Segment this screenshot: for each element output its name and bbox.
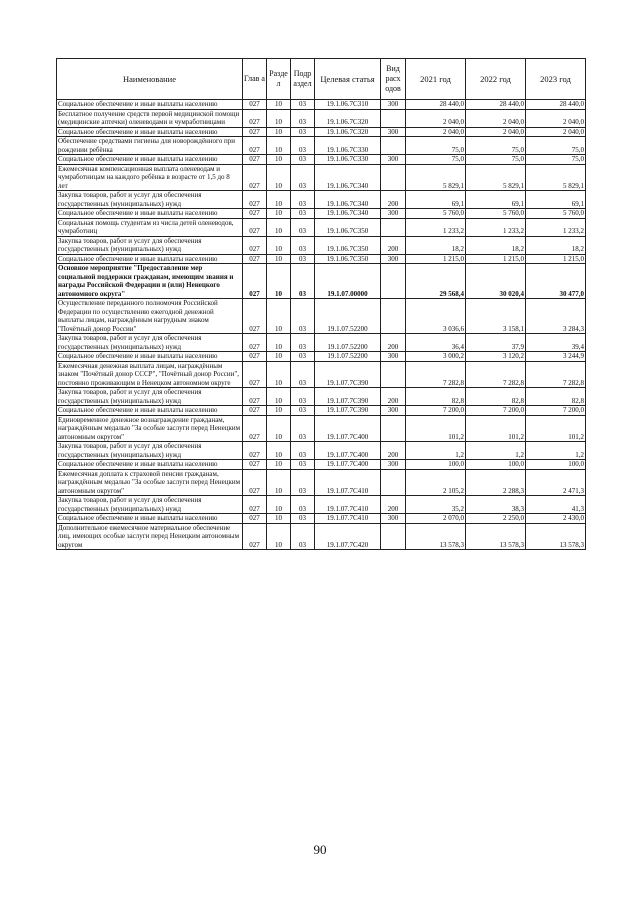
cell-glava: 027 [243, 127, 267, 137]
budget-table [56, 58, 586, 550]
table-row [57, 127, 586, 137]
cell-expense-type: 300 [381, 100, 406, 110]
cell-2021: 1 233,2 [406, 218, 466, 236]
cell-expense-type: 300 [381, 127, 406, 137]
cell-expense-type: 300 [381, 352, 406, 362]
cell-2022: 7 200,0 [466, 406, 526, 416]
cell-razdel: 10 [267, 334, 291, 352]
cell-2022: 2 040,0 [466, 127, 526, 137]
cell-podrazdel: 03 [291, 164, 315, 191]
table-row [57, 406, 586, 416]
cell-podrazdel: 03 [291, 361, 315, 388]
cell-expense-type: 300 [381, 254, 406, 264]
cell-expense-type [381, 299, 406, 334]
cell-2022: 7 282,8 [466, 361, 526, 388]
cell-2022: 1 233,2 [466, 218, 526, 236]
cell-2023: 13 578,3 [526, 523, 586, 550]
cell-2023: 7 282,8 [526, 361, 586, 388]
table-row [57, 254, 586, 264]
cell-2021: 1 215,0 [406, 254, 466, 264]
cell-glava: 027 [243, 236, 267, 254]
cell-2022: 13 578,3 [466, 523, 526, 550]
cell-2022: 82,8 [466, 388, 526, 406]
table-row [57, 460, 586, 470]
cell-name: Дополнительное ежемесячное материальное обеспечение лиц, имеющих особые заслуги перед Ненецким автономным округом [57, 523, 243, 550]
cell-razdel: 10 [267, 155, 291, 165]
cell-target-article: 19.1.07.7С390 [315, 361, 381, 388]
cell-target-article: 19.1.06.7С340 [315, 164, 381, 191]
cell-2021: 5 829,1 [406, 164, 466, 191]
cell-2021: 5 760,0 [406, 209, 466, 219]
cell-2022: 18,2 [466, 236, 526, 254]
cell-2022: 2 288,3 [466, 469, 526, 496]
cell-2021: 2 070,0 [406, 514, 466, 524]
cell-razdel: 10 [267, 460, 291, 470]
cell-podrazdel: 03 [291, 352, 315, 362]
cell-2022: 3 120,2 [466, 352, 526, 362]
cell-expense-type: 300 [381, 406, 406, 416]
cell-razdel: 10 [267, 415, 291, 442]
cell-razdel: 10 [267, 299, 291, 334]
cell-2021: 75,0 [406, 155, 466, 165]
cell-glava: 027 [243, 523, 267, 550]
cell-2021: 101,2 [406, 415, 466, 442]
cell-name: Закупка товаров, работ и услуг для обеспечения государственных (муниципальных) нужд [57, 334, 243, 352]
cell-target-article: 19.1.06.7С330 [315, 137, 381, 155]
cell-2022: 5 760,0 [466, 209, 526, 219]
table-row [57, 334, 586, 352]
cell-name: Социальное обеспечение и иные выплаты населению [57, 127, 243, 137]
cell-razdel: 10 [267, 388, 291, 406]
cell-2021: 7 282,8 [406, 361, 466, 388]
cell-2022: 69,1 [466, 191, 526, 209]
cell-2022: 2 040,0 [466, 109, 526, 127]
cell-glava: 027 [243, 361, 267, 388]
cell-podrazdel: 03 [291, 155, 315, 165]
table-row [57, 264, 586, 299]
cell-podrazdel: 03 [291, 254, 315, 264]
cell-target-article: 19.1.07.7С400 [315, 460, 381, 470]
cell-razdel: 10 [267, 209, 291, 219]
cell-2022: 100,0 [466, 460, 526, 470]
cell-expense-type: 300 [381, 155, 406, 165]
cell-podrazdel: 03 [291, 264, 315, 299]
cell-name: Бесплатное получение средств первой медицинской помощи (медицинские аптечки) оленеводами и чумработницами [57, 109, 243, 127]
cell-podrazdel: 03 [291, 460, 315, 470]
cell-2023: 100,0 [526, 460, 586, 470]
cell-podrazdel: 03 [291, 334, 315, 352]
cell-target-article: 19.1.06.7С330 [315, 155, 381, 165]
cell-2022: 3 158,1 [466, 299, 526, 334]
cell-razdel: 10 [267, 164, 291, 191]
cell-expense-type [381, 264, 406, 299]
cell-2022: 75,0 [466, 137, 526, 155]
cell-podrazdel: 03 [291, 236, 315, 254]
cell-expense-type [381, 523, 406, 550]
cell-2022: 1 215,0 [466, 254, 526, 264]
cell-glava: 027 [243, 264, 267, 299]
cell-name: Социальное обеспечение и иные выплаты населению [57, 155, 243, 165]
table-row [57, 109, 586, 127]
cell-2021: 2 040,0 [406, 127, 466, 137]
cell-name: Ежемесячная компенсационная выплата оленеводам и чумработницам на каждого ребёнка в возрасте от 1,5 до 8 лет [57, 164, 243, 191]
table-row [57, 523, 586, 550]
cell-2023: 2 471,3 [526, 469, 586, 496]
cell-glava: 027 [243, 155, 267, 165]
table-row [57, 496, 586, 514]
cell-glava: 027 [243, 388, 267, 406]
cell-target-article: 19.1.07.7С400 [315, 442, 381, 460]
cell-expense-type [381, 361, 406, 388]
table-row [57, 191, 586, 209]
cell-2022: 30 020,4 [466, 264, 526, 299]
table-row [57, 388, 586, 406]
cell-2023: 101,2 [526, 415, 586, 442]
cell-glava: 027 [243, 191, 267, 209]
cell-name: Социальное обеспечение и иные выплаты населению [57, 352, 243, 362]
header-2023: 2023 год [526, 59, 586, 100]
cell-expense-type [381, 218, 406, 236]
cell-podrazdel: 03 [291, 218, 315, 236]
cell-razdel: 10 [267, 264, 291, 299]
cell-2023: 2 040,0 [526, 127, 586, 137]
cell-razdel: 10 [267, 469, 291, 496]
page-number: 90 [313, 842, 327, 857]
table-row [57, 299, 586, 334]
cell-glava: 027 [243, 442, 267, 460]
cell-expense-type [381, 109, 406, 127]
cell-razdel: 10 [267, 191, 291, 209]
cell-2023: 75,0 [526, 137, 586, 155]
cell-expense-type [381, 164, 406, 191]
header-target-article: Целевая статья [315, 59, 381, 100]
cell-2021: 2 105,2 [406, 469, 466, 496]
cell-razdel: 10 [267, 442, 291, 460]
cell-podrazdel: 03 [291, 469, 315, 496]
cell-podrazdel: 03 [291, 109, 315, 127]
cell-2021: 75,0 [406, 137, 466, 155]
cell-2021: 100,0 [406, 460, 466, 470]
header-expense-type: Вид расх одов [381, 59, 406, 100]
cell-podrazdel: 03 [291, 191, 315, 209]
cell-expense-type [381, 469, 406, 496]
cell-target-article: 19.1.07.7С390 [315, 388, 381, 406]
cell-name: Обеспечение средствами гигиены для новорождённого при рождении ребёнка [57, 137, 243, 155]
table-row [57, 514, 586, 524]
cell-2021: 35,2 [406, 496, 466, 514]
cell-expense-type: 200 [381, 334, 406, 352]
cell-2021: 28 440,0 [406, 100, 466, 110]
cell-2021: 2 040,0 [406, 109, 466, 127]
table-row [57, 137, 586, 155]
cell-glava: 027 [243, 415, 267, 442]
cell-glava: 027 [243, 469, 267, 496]
cell-razdel: 10 [267, 523, 291, 550]
cell-target-article: 19.1.06.7С320 [315, 127, 381, 137]
cell-name: Осуществление переданного полномочия Российской Федерации по осуществлению ежегодной денежной выплаты лицам, награждённым нагрудным знаком "Почётный донор России" [57, 299, 243, 334]
cell-podrazdel: 03 [291, 523, 315, 550]
cell-2023: 39,4 [526, 334, 586, 352]
cell-glava: 027 [243, 352, 267, 362]
cell-2023: 5 829,1 [526, 164, 586, 191]
cell-name: Социальное обеспечение и иные выплаты населению [57, 209, 243, 219]
cell-podrazdel: 03 [291, 415, 315, 442]
cell-expense-type: 300 [381, 209, 406, 219]
cell-name: Закупка товаров, работ и услуг для обеспечения государственных (муниципальных) нужд [57, 496, 243, 514]
cell-name: Социальное обеспечение и иные выплаты населению [57, 254, 243, 264]
cell-expense-type: 200 [381, 442, 406, 460]
cell-expense-type: 300 [381, 460, 406, 470]
cell-razdel: 10 [267, 100, 291, 110]
cell-target-article: 19.1.07.7С390 [315, 406, 381, 416]
cell-podrazdel: 03 [291, 442, 315, 460]
cell-target-article: 19.1.06.7С310 [315, 100, 381, 110]
cell-2023: 18,2 [526, 236, 586, 254]
cell-2021: 82,8 [406, 388, 466, 406]
cell-razdel: 10 [267, 137, 291, 155]
cell-2023: 1 233,2 [526, 218, 586, 236]
cell-target-article: 19.1.07.7С420 [315, 523, 381, 550]
cell-glava: 027 [243, 406, 267, 416]
cell-glava: 027 [243, 100, 267, 110]
table-row [57, 442, 586, 460]
cell-name: Ежемесячная денежная выплата лицам, награждённым знаком "Почётный донор СССР", "Почётный донор России", постоянно проживающим в Ненецком автономном округе [57, 361, 243, 388]
cell-target-article: 19.1.07.7С410 [315, 496, 381, 514]
cell-target-article: 19.1.06.7С340 [315, 191, 381, 209]
cell-razdel: 10 [267, 254, 291, 264]
cell-2021: 29 568,4 [406, 264, 466, 299]
table-row [57, 236, 586, 254]
table-row [57, 361, 586, 388]
cell-target-article: 19.1.07.52200 [315, 299, 381, 334]
cell-podrazdel: 03 [291, 137, 315, 155]
cell-podrazdel: 03 [291, 514, 315, 524]
cell-name: Ежемесячная доплата к страховой пенсии гражданам, награждённым медалью "За особые заслуги перед Ненецким автономным округом" [57, 469, 243, 496]
cell-2021: 69,1 [406, 191, 466, 209]
cell-2023: 1,2 [526, 442, 586, 460]
cell-glava: 027 [243, 164, 267, 191]
cell-glava: 027 [243, 209, 267, 219]
cell-2023: 41,3 [526, 496, 586, 514]
cell-name: Закупка товаров, работ и услуг для обеспечения государственных (муниципальных) нужд [57, 191, 243, 209]
cell-expense-type: 200 [381, 388, 406, 406]
cell-expense-type: 200 [381, 191, 406, 209]
cell-target-article: 19.1.07.00000 [315, 264, 381, 299]
cell-target-article: 19.1.07.7С410 [315, 469, 381, 496]
cell-razdel: 10 [267, 361, 291, 388]
cell-name: Закупка товаров, работ и услуг для обеспечения государственных (муниципальных) нужд [57, 388, 243, 406]
cell-2023: 28 440,0 [526, 100, 586, 110]
cell-podrazdel: 03 [291, 127, 315, 137]
cell-target-article: 19.1.07.7С400 [315, 415, 381, 442]
cell-name: Закупка товаров, работ и услуг для обеспечения государственных (муниципальных) нужд [57, 236, 243, 254]
cell-podrazdel: 03 [291, 299, 315, 334]
cell-2022: 75,0 [466, 155, 526, 165]
cell-glava: 027 [243, 254, 267, 264]
header-name: Наименование [57, 59, 243, 100]
cell-glava: 027 [243, 218, 267, 236]
cell-target-article: 19.1.06.7С350 [315, 254, 381, 264]
cell-podrazdel: 03 [291, 496, 315, 514]
cell-name: Социальное обеспечение и иные выплаты населению [57, 406, 243, 416]
header-podrazdel: Подр аздел [291, 59, 315, 100]
cell-2022: 5 829,1 [466, 164, 526, 191]
cell-razdel: 10 [267, 236, 291, 254]
cell-name: Социальное обеспечение и иные выплаты населению [57, 460, 243, 470]
cell-target-article: 19.1.06.7С350 [315, 218, 381, 236]
cell-expense-type: 200 [381, 236, 406, 254]
header-glava: Глав а [243, 59, 267, 100]
cell-2023: 5 760,0 [526, 209, 586, 219]
cell-name: Социальное обеспечение и иные выплаты населению [57, 100, 243, 110]
cell-name: Основное мероприятие "Предоставление мер социальной поддержки гражданам, имеющим звания и награды Российской Федерации и (или) Ненецкого автономного округа" [57, 264, 243, 299]
cell-2023: 69,1 [526, 191, 586, 209]
cell-podrazdel: 03 [291, 388, 315, 406]
header-razdel: Разде л [267, 59, 291, 100]
table-row [57, 469, 586, 496]
cell-2023: 75,0 [526, 155, 586, 165]
cell-2023: 30 477,0 [526, 264, 586, 299]
cell-glava: 027 [243, 109, 267, 127]
table-row [57, 155, 586, 165]
cell-glava: 027 [243, 299, 267, 334]
cell-2022: 101,2 [466, 415, 526, 442]
header-row [57, 59, 586, 100]
cell-2023: 2 430,0 [526, 514, 586, 524]
cell-2022: 28 440,0 [466, 100, 526, 110]
cell-2023: 2 040,0 [526, 109, 586, 127]
cell-glava: 027 [243, 514, 267, 524]
cell-2021: 13 578,3 [406, 523, 466, 550]
cell-glava: 027 [243, 137, 267, 155]
cell-razdel: 10 [267, 496, 291, 514]
cell-name: Закупка товаров, работ и услуг для обеспечения государственных (муниципальных) нужд [57, 442, 243, 460]
cell-target-article: 19.1.07.52200 [315, 352, 381, 362]
table-row [57, 352, 586, 362]
cell-name: Социальная помощь студентам из числа детей оленеводов, чумработниц [57, 218, 243, 236]
cell-2023: 82,8 [526, 388, 586, 406]
cell-2022: 2 250,0 [466, 514, 526, 524]
cell-name: Социальное обеспечение и иные выплаты населению [57, 514, 243, 524]
table-row [57, 218, 586, 236]
cell-razdel: 10 [267, 514, 291, 524]
cell-expense-type: 200 [381, 496, 406, 514]
cell-podrazdel: 03 [291, 209, 315, 219]
cell-target-article: 19.1.06.7С320 [315, 109, 381, 127]
table-row [57, 415, 586, 442]
cell-2022: 38,3 [466, 496, 526, 514]
cell-2021: 3 000,2 [406, 352, 466, 362]
budget-table-sheet [56, 58, 585, 550]
cell-podrazdel: 03 [291, 100, 315, 110]
cell-target-article: 19.1.06.7С340 [315, 209, 381, 219]
cell-razdel: 10 [267, 352, 291, 362]
cell-glava: 027 [243, 460, 267, 470]
cell-2022: 1,2 [466, 442, 526, 460]
cell-2022: 37,9 [466, 334, 526, 352]
cell-2021: 7 200,0 [406, 406, 466, 416]
cell-razdel: 10 [267, 406, 291, 416]
cell-2021: 18,2 [406, 236, 466, 254]
cell-expense-type [381, 415, 406, 442]
cell-razdel: 10 [267, 109, 291, 127]
cell-2021: 36,4 [406, 334, 466, 352]
table-row [57, 164, 586, 191]
cell-razdel: 10 [267, 127, 291, 137]
cell-target-article: 19.1.07.52200 [315, 334, 381, 352]
cell-2023: 3 244,9 [526, 352, 586, 362]
cell-2021: 1,2 [406, 442, 466, 460]
cell-glava: 027 [243, 496, 267, 514]
cell-expense-type: 300 [381, 514, 406, 524]
table-row [57, 100, 586, 110]
cell-2021: 3 036,6 [406, 299, 466, 334]
cell-expense-type [381, 137, 406, 155]
cell-2023: 7 200,0 [526, 406, 586, 416]
cell-name: Единовременное денежное вознаграждение гражданам, награждённым медалью "За особые заслуги перед Ненецким автономным округом" [57, 415, 243, 442]
table-row [57, 209, 586, 219]
cell-2023: 3 284,3 [526, 299, 586, 334]
cell-target-article: 19.1.06.7С350 [315, 236, 381, 254]
cell-podrazdel: 03 [291, 406, 315, 416]
header-2021: 2021 год [406, 59, 466, 100]
cell-2023: 1 215,0 [526, 254, 586, 264]
cell-razdel: 10 [267, 218, 291, 236]
cell-glava: 027 [243, 334, 267, 352]
cell-target-article: 19.1.07.7С410 [315, 514, 381, 524]
header-2022: 2022 год [466, 59, 526, 100]
